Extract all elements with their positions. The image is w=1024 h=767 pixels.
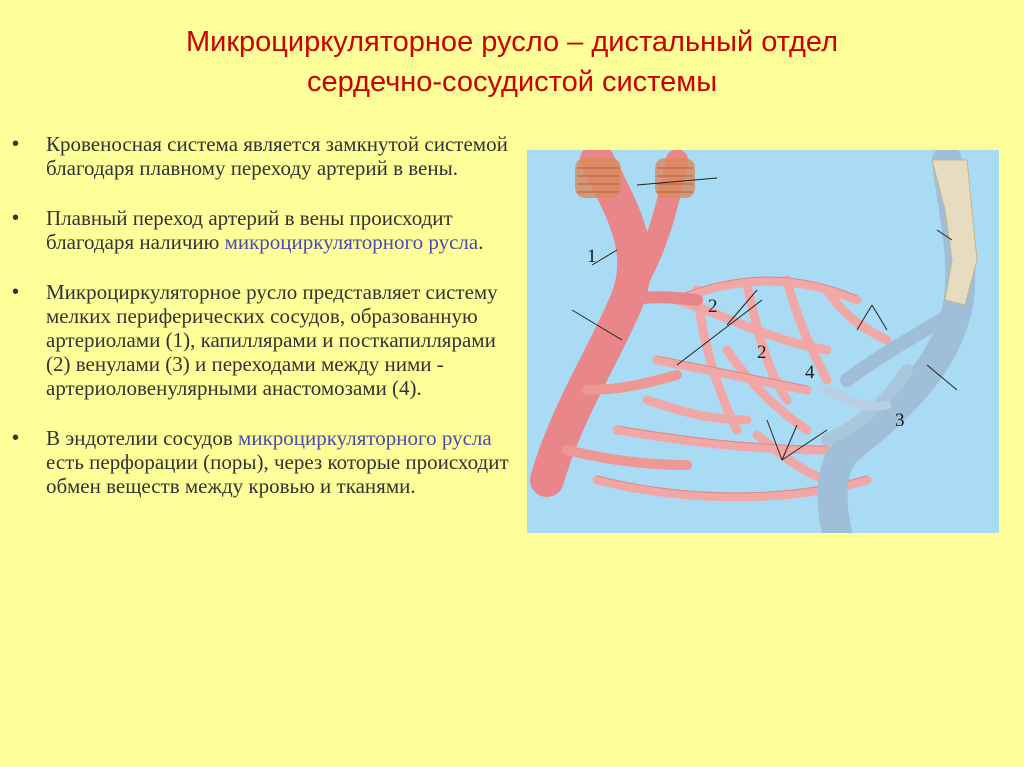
bullet-text-part: есть перфорации (поры), через которые происходит обмен веществ между кровью и тканями. — [46, 450, 509, 498]
bullet-text — [46, 206, 512, 254]
bullet-icon: • — [12, 133, 20, 155]
label-capillary-2: 2 — [708, 296, 718, 317]
slide-title-line-1: Микроциркуляторное русло – дистальный отдел — [185, 26, 839, 58]
highlighted-term: микроциркуляторного русла — [224, 230, 479, 254]
bullet-text-part: В эндотелии сосудов — [46, 426, 239, 450]
bullet-text — [46, 426, 512, 498]
slide-title-line-2: сердечно-сосудистой системы — [306, 66, 718, 98]
bullet-item — [12, 206, 512, 254]
bullet-icon: • — [12, 207, 20, 229]
bullet-item — [12, 280, 512, 400]
bullet-text: Кровеносная система является замкнутой системой благодаря плавному переходу артерий в вены. — [46, 132, 508, 180]
bullet-text: Микроциркуляторное русло представляет систему мелких периферических сосудов, образованную артериолами (1), капиллярами и посткапиллярами (2) венулами (3) и переходами между ними - артериоловенулярными анастомозами (4). — [46, 280, 498, 400]
label-arteriole-1: 1 — [587, 246, 597, 267]
bullet-list — [12, 132, 512, 524]
vein-wall — [932, 160, 977, 305]
microcirculation-diagram — [527, 150, 999, 533]
highlighted-term: микроциркуляторного русла — [238, 426, 492, 450]
slide-title — [60, 22, 964, 102]
bullet-icon: • — [12, 281, 20, 303]
venule-tree — [827, 160, 960, 533]
label-anastomosis-4: 4 — [805, 362, 815, 383]
bullet-text-part: Плавный переход артерий в вены происходит благодаря наличию — [46, 206, 453, 254]
label-postcapillary-2: 2 — [757, 342, 767, 363]
bullet-icon: • — [12, 427, 20, 449]
bullet-item — [12, 132, 512, 180]
label-venule-3: 3 — [895, 410, 905, 431]
bullet-text-part: . — [478, 230, 484, 254]
bullet-item — [12, 426, 512, 498]
